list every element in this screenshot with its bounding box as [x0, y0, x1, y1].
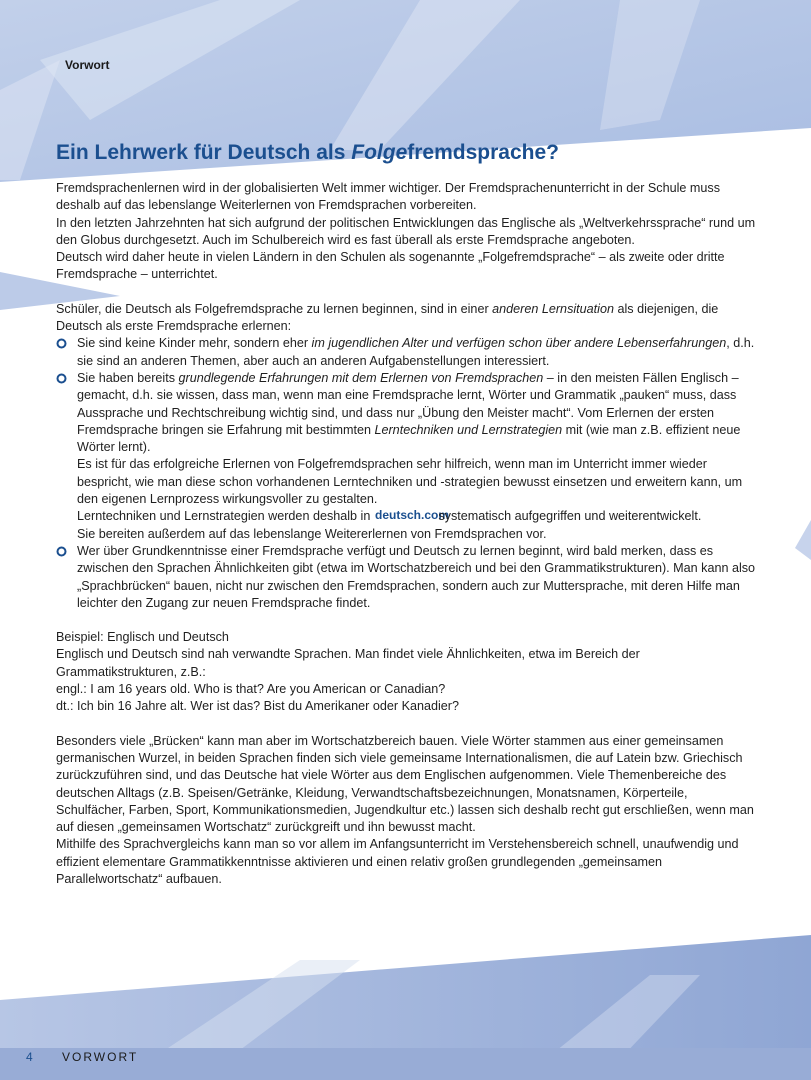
- situation-paragraph: Schüler, die Deutsch als Folgefremdsprache zu lernen beginnen, sind in einer anderen Lernsituation als diejenigen, die Deutsch als erste Fremdsprache erlernen:: [56, 301, 719, 334]
- section-label: Vorwort: [65, 58, 110, 72]
- page-number: 4: [26, 1050, 33, 1064]
- list-item-paragraph: Lerntechniken und Lernstrategien werden deshalb in deutsch.com systematisch aufgegriffen und weiterentwickelt.: [77, 508, 702, 524]
- example-german: dt.: Ich bin 16 Jahre alt. Wer ist das? Bist du Amerikaner oder Kanadier?: [56, 699, 459, 714]
- body-text: [56, 180, 756, 905]
- list-item-paragraph: Sie bereiten außerdem auf das lebenslange Weitererlernen von Fremdsprachen vor.: [77, 526, 547, 541]
- footer-section-label: VORWORT: [62, 1050, 139, 1064]
- list-item: Sie haben bereits grundlegende Erfahrungen mit dem Erlernen von Fremdsprachen – in den meisten Fällen Englisch – gemacht, d.h. sie wissen, dass man, wenn man eine Fremdsprache lernt, Wörter und Grammatik „pauken“ muss, dass Aussprache und Rechtschreibung wichtig sind, und dass nur „Übung den Meister macht“. Vom Erlernen der ersten Fremdsprache bringen sie Erfahrung mit bestimmten Lerntechniken und Lernstrategien mit (wie man z.B. effizient neue Wörter lernt). Es ist für das erfolgreiche Erlernen von Folgefremdsprachen sehr hilfreich, wenn man im Unterricht immer wieder bespricht, wie man diese schon vorhandenen Lerntechniken und -strategien bewusst einsetzen und erweitern kann, um den eigenen Lernprozess wirkungsvoller zu gestalten. Lerntechniken und Lernstrategien werden deshalb in deutsch.com systematisch aufgegriffen und weiterentwickelt. Sie bereiten außerdem auf das lebenslange Weitererlernen von Fremdsprachen vor.: [56, 370, 756, 543]
- ring-bullet-icon: [56, 546, 67, 557]
- list-item: Wer über Grundkenntnisse einer Fremdsprache verfügt und Deutsch zu lernen beginnt, wird bald merken, dass es zwischen den Sprachen Ähnlichkeiten gibt (etwa im Wortschatzbereich und bei den Grammatikstrukturen). Man kann also „Sprachbrücken“ bauen, nicht nur zwischen den Fremdsprachen, sondern auch zur Muttersprache, mit deren Hilfe man leichter den Zugang zur neuen Fremdsprache findet.: [56, 543, 756, 612]
- learner-characteristics-list: [56, 335, 756, 612]
- intro-paragraph-1: Fremdsprachenlernen wird in der globalisierten Welt immer wichtiger. Der Fremdsprachenunterricht in der Schule muss deshalb auf das lebenslange Weiterlernen von Fremdsprachen vorbereiten.: [56, 181, 721, 213]
- intro-paragraph-3: Deutsch wird daher heute in vielen Ländern in den Schulen als sogenannte „Folgefremdsprache“ – als zweite oder dritte Fremdsprache – unterrichtet.: [56, 250, 725, 282]
- page-footer: [0, 1040, 811, 1080]
- example-heading: Beispiel: Englisch und Deutsch: [56, 630, 229, 645]
- closing-paragraph-2: Mithilfe des Sprachvergleichs kann man so vor allem im Anfangsunterricht im Verstehensbereich schnell, unaufwendig und effizient elementare Grammatikkenntnisse aktivieren und einen relativ großen grundlegenden „gemeinsamen Parallelwortschatz“ aufbauen.: [56, 837, 739, 886]
- svg-text:deutsch.com: deutsch.com: [375, 508, 450, 523]
- ring-bullet-icon: [56, 373, 67, 384]
- intro-paragraph-2: In den letzten Jahrzehnten hat sich aufgrund der politischen Entwicklungen das Englische als „Weltverkehrssprache“ rund um den Globus durchgesetzt. Auch im Schulbereich wird es fast überall als erste Fremdsprache angeboten.: [56, 215, 756, 247]
- ring-bullet-icon: [56, 338, 67, 349]
- example-text: Englisch und Deutsch sind nah verwandte Sprachen. Man findet viele Ähnlichkeiten, etwa im Bereich der Grammatikstrukturen, z.B.:: [56, 647, 640, 679]
- list-item-paragraph: Es ist für das erfolgreiche Erlernen von Folgefremdsprachen sehr hilfreich, wenn man im Unterricht immer wieder bespricht, wie man diese schon vorhandenen Lerntechniken und -strategien bewusst einsetzen und erweitern kann, um den eigenen Lernprozess wirkungsvoller zu gestalten.: [77, 457, 743, 507]
- example-english: engl.: I am 16 years old. Who is that? Are you American or Canadian?: [56, 682, 446, 697]
- deutsch-com-logo: [374, 508, 450, 523]
- page-title: Ein Lehrwerk für Deutsch als Folgefremdsprache?: [56, 141, 559, 164]
- closing-paragraph-1: Besonders viele „Brücken“ kann man aber im Wortschatzbereich bauen. Viele Wörter stammen aus einer gemeinsamen germanischen Wurzel, in beiden Sprachen finden sich viele gemeinsame Internationalismen, die auf Latein bzw. Griechisch zurückzuführen sind, und das Deutsche hat viele Wörter aus dem Englischen aufgenommen. Viele Themenbereiche des deutschen Alltags (z.B. Speisen/Getränke, Kleidung, Verwandtschaftsbezeichnungen, Monatsnamen, Körperteile, Schulfächer, Farben, Sport, Kommunikationsmedien, Jugendkultur etc.) lassen sich deshalb recht gut erschließen, wenn man auf diesen „gemeinsamen Wortschatz“ zurückgreift und ihn bewusst macht.: [56, 733, 754, 835]
- list-item: Sie sind keine Kinder mehr, sondern eher im jugendlichen Alter und verfügen schon über andere Lebenserfahrungen, d.h. sie sind an anderen Themen, aber auch an anderen Aufgabenstellungen interessiert.: [56, 335, 756, 370]
